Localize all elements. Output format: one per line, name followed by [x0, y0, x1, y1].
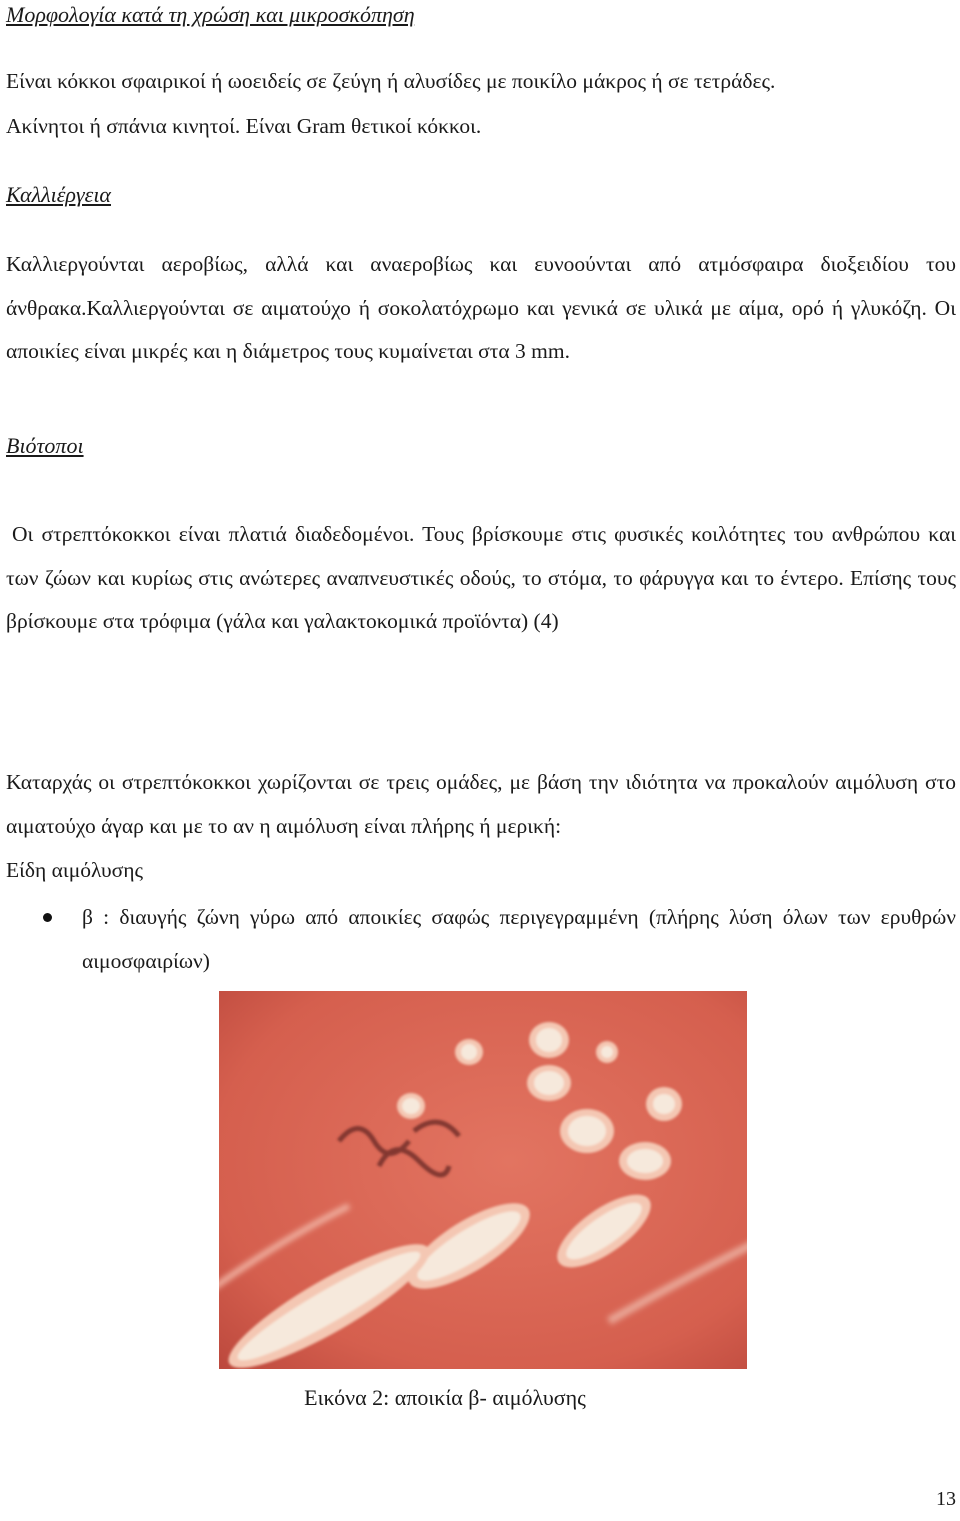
- agar-plate-illustration: [219, 991, 747, 1369]
- culture-paragraph: Καλλιεργούνται αεροβίως, αλλά και αναεροβίως και ευνοούνται από ατμόσφαιρα διοξειδίου του άνθρακα.Καλλιεργούνται σε αιματούχο ή σοκολατόχρωμο και γενικά σε υλικά με αίμα, ορό ή γλυκόζη. Οι αποικίες είναι μικρές και η διάμετρος τους κυμαίνεται στα 3 mm.: [6, 252, 956, 363]
- culture-heading: Καλλιέργεια: [6, 182, 111, 207]
- biotopes-heading: Βιότοποι: [6, 433, 84, 458]
- morphology-line-2: Ακίνητοι ή σπάνια κινητοί. Είναι Gram θετικοί κόκκοι.: [6, 114, 482, 138]
- morphology-heading: Μορφολογία κατά τη χρώση και μικροσκόπηση: [6, 2, 415, 27]
- figure-caption: Εικόνα 2: αποικία β- αιμόλυσης: [304, 1385, 586, 1410]
- hemolysis-photo: [219, 991, 747, 1369]
- colony: [653, 1094, 675, 1114]
- bullet-item-beta: β : διαυγής ζώνη γύρω από αποικίες σαφώς περιγεγραμμένη (πλήρης λύση όλων των ερυθρών αιμοσφαιρίων): [82, 905, 956, 973]
- page-number: 13: [936, 1488, 956, 1510]
- colony: [534, 1071, 564, 1095]
- biotopes-paragraph: Οι στρεπτόκοκκοι είναι πλατιά διαδεδομένοι. Τους βρίσκουμε στις φυσικές κοιλότητες του ανθρώπου και των ζώων και κυρίως στις ανώτερες αναπνευστικές οδούς, το στόμα, το φάρυγγα και το έντερο. Επίσης τους βρίσκουμε στα τρόφιμα (γάλα και γαλακτοκομικά προϊόντα) (4): [6, 522, 956, 633]
- colony: [601, 1046, 613, 1058]
- colony: [536, 1028, 562, 1052]
- colony: [402, 1098, 420, 1114]
- bullet-dot: [43, 913, 52, 922]
- colony: [461, 1044, 477, 1060]
- colony: [627, 1149, 663, 1173]
- colony: [568, 1116, 606, 1146]
- morphology-line-1: Είναι κόκκοι σφαιρικοί ή ωοειδείς σε ζεύγη ή αλυσίδες με ποικίλο μάκρος ή σε τετράδες.: [6, 69, 776, 93]
- groups-paragraph: Καταρχάς οι στρεπτόκοκκοι χωρίζονται σε τρεις ομάδες, με βάση την ιδιότητα να προκαλούν αιμόλυση στο αιματούχο άγαρ και με το αν η αιμόλυση είναι πλήρης ή μερική:: [6, 770, 956, 838]
- hemolysis-types-label: Είδη αιμόλυσης: [6, 858, 144, 882]
